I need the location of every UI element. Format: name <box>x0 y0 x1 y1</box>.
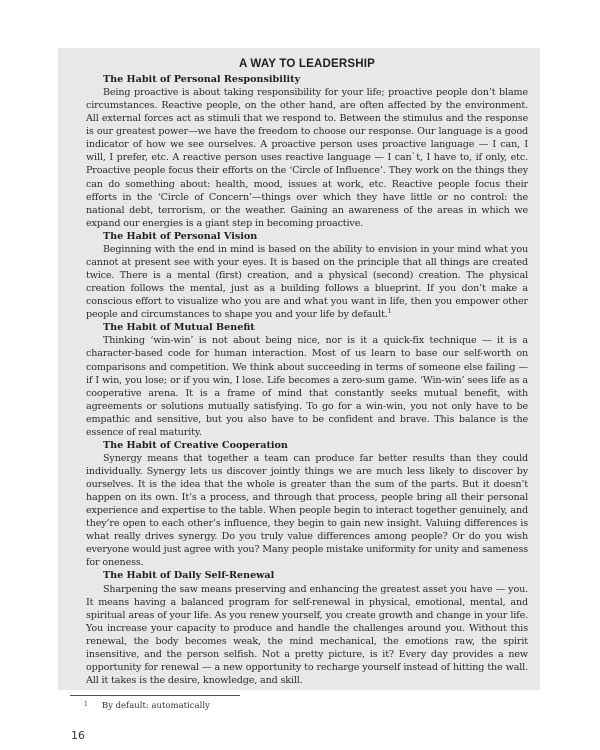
footnote-reference: 1 <box>387 307 392 315</box>
section-personal-responsibility <box>86 73 528 230</box>
section-heading: The Habit of Personal Vision <box>103 230 258 242</box>
section-heading: The Habit of Daily Self-Renewal <box>103 570 275 582</box>
section-text <box>86 243 528 321</box>
section-text: Sharpening the saw means preserving and enhancing the greatest asset you have — you. It means having a balanced program for self-renewal in physical, emotional, mental, and spiritual areas of your life. As you renew yourself, you create growth and change in your life. You increase your capacity to produce and handle the challenges around you. Without this renewal, the body becomes weak, the mind mechanical, the emotions raw, the spirit insensitive, and the person selfish. Not a pretty picture, is it? Every day provides a new opportunity for renewal — a new opportunity to recharge yourself instead of hitting the wall. All it takes is the desire, knowledge, and skill. <box>86 583 528 686</box>
section-daily-self-renewal <box>86 569 528 687</box>
page-title: A WAY TO LEADERSHIP <box>238 58 376 70</box>
article <box>86 58 528 687</box>
footnote-text: By default: automatically <box>101 701 210 711</box>
section-heading: The Habit of Creative Cooperation <box>103 439 288 451</box>
section-text: Being proactive is about taking responsibility for your life; proactive people don’t blame circumstances. Reactive people, on the other hand, are often affected by the environment. All external forces act as stimuli that we respond to. Between the stimulus and the response is our greatest power—we have the freedom to choose our response. Our language is a good indicator of how we see ourselves. A proactive person uses proactive language — I can, I will, I prefer, etc. A reactive person uses reactive language — I can`t, I have to, if only, etc. Proactive people focus their efforts on the ‘Circle of Influence’. They work on the things they can do something about: health, mood, issues at work, etc. Reactive people focus their efforts in the ‘Circle of Concern’—things over which they have little or no control: the national debt, terrorism, or the weather. Gaining an awareness of the areas in which we expand our energies is a giant step in becoming proactive. <box>86 87 528 229</box>
section-text-body: Beginning with the end in mind is based on the ability to envision in your mind what you cannot at present see with your eyes. It is based on the principle that all things are created twice. There is a mental (first) creation, and a physical (second) creation. The physical creation follows the mental, just as a building follows a blueprint. If you don’t make a conscious effort to visualize who you are and what you want in life, then you empower other people and circumstances to shape you and your life by default. <box>86 243 528 321</box>
section-heading: The Habit of Personal Responsibility <box>103 74 301 85</box>
section-mutual-benefit <box>86 321 528 439</box>
footnote <box>84 701 210 711</box>
section-heading: The Habit of Mutual Benefit <box>103 322 255 334</box>
page-number: 16 <box>71 729 85 742</box>
footnote-divider <box>70 695 240 696</box>
footnote-mark: 1 <box>84 701 88 708</box>
section-text: Thinking ‘win-win’ is not about being nice, nor is it a quick-fix technique — it is a character-based code for human interaction. Most of us learn to base our self-worth on comparisons and competition. We think about succeeding in terms of someone else failing — if I win, you lose; or if you win, I lose. Life becomes a zero-sum game. ‘Win-win’ sees life as a cooperative arena. It is a frame of mind that constantly seeks mutual benefit, with agreements or solutions mutually satisfying. To go for a win-win, you not only have to be empathic and sensitive, but you also have to be confident and brave. This balance is the essence of real maturity. <box>86 335 528 438</box>
section-text: Synergy means that together a team can produce far better results than they could individually. Synergy lets us discover jointly things we are much less likely to discover by ourselves. It is the idea that the whole is greater than the sum of the parts. But it doesn’t happen on its own. It’s a process, and through that process, people bring all their personal experience and expertise to the table. When people begin to interact together genuinely, and they’re open to each other’s influence, they begin to gain new insight. Valuing differences is what really drives synergy. Do you truly value differences among people? Or do you wish everyone would just agree with you? Many people mistake uniformity for unity and sameness for oneness. <box>86 452 528 569</box>
section-creative-cooperation <box>86 439 528 570</box>
section-personal-vision <box>86 230 528 321</box>
